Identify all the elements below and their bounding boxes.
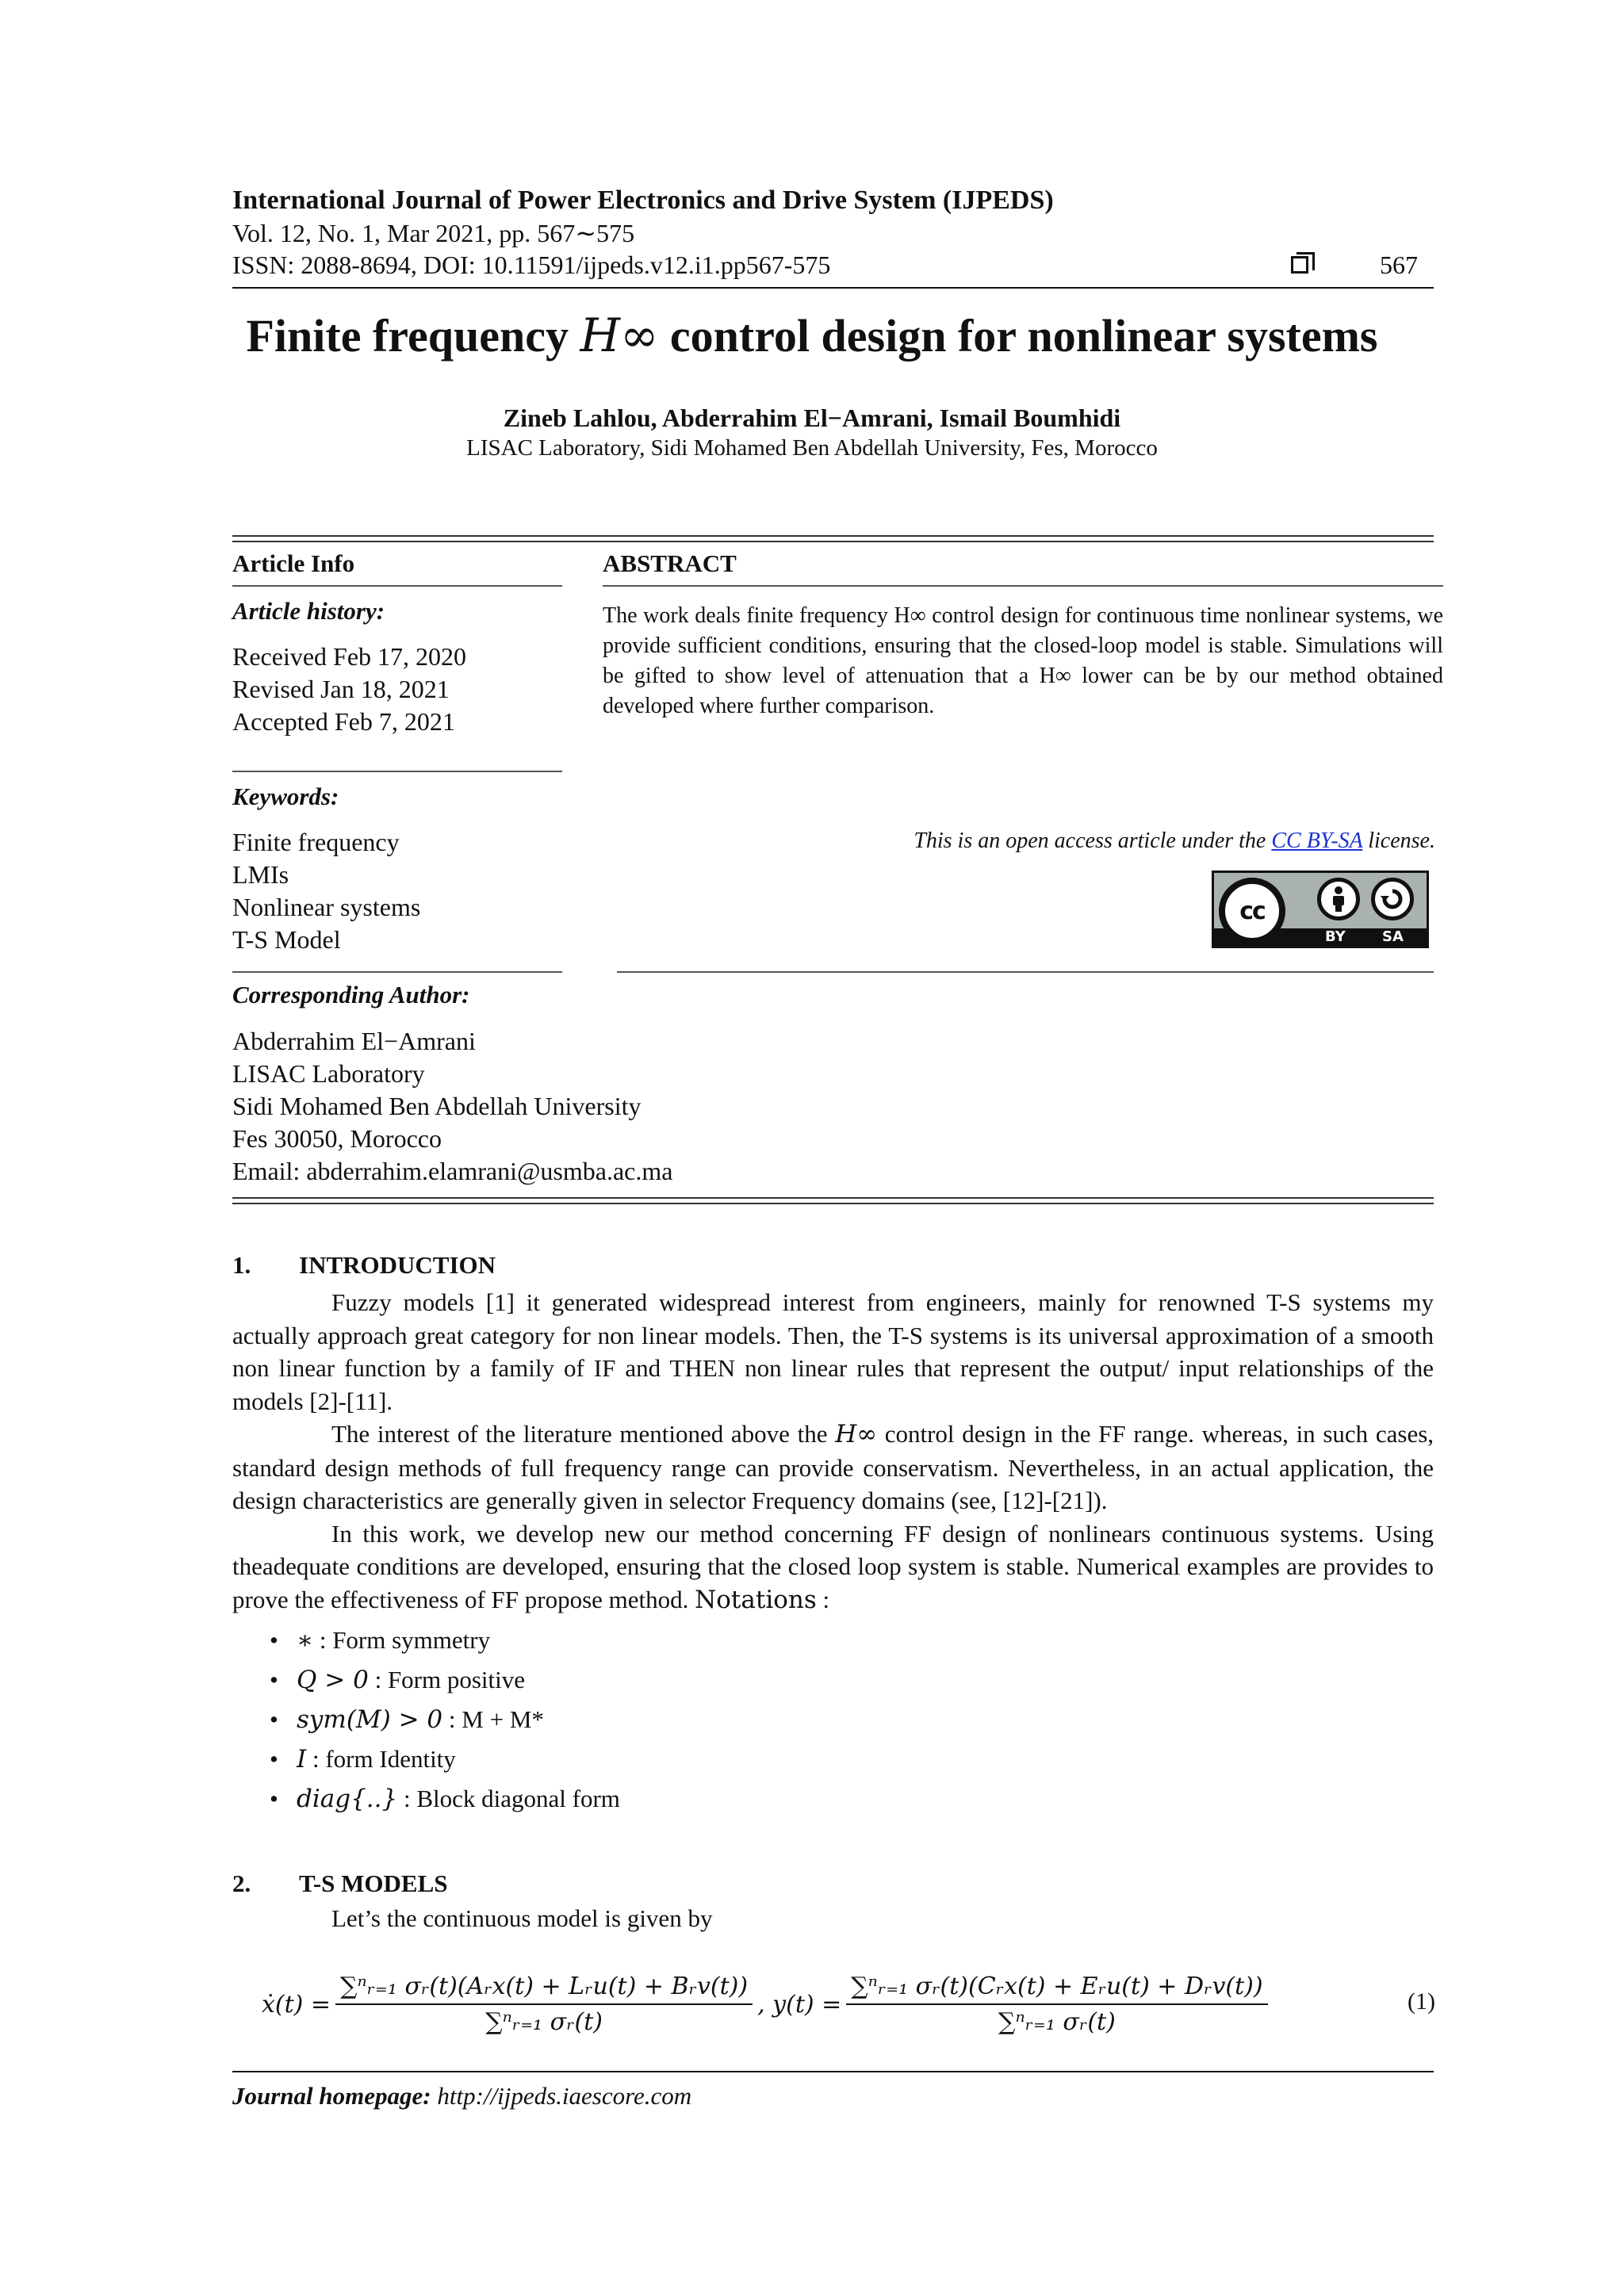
journal-name: International Journal of Power Electronics and Drive System (IJPEDS) (232, 186, 1054, 215)
equation-number: (1) (1408, 1988, 1435, 2015)
history-received: Received Feb 17, 2020 (232, 642, 467, 671)
journal-header (232, 184, 1434, 281)
abstract-text: The work deals finite frequency H∞ control design for continuous time nonlinear systems, we provide sufficient conditions, ensuring that the closed-loop model is stable. Simulations will be gifted to show level of attenuation that a H∞ lower can be by our method obtained developed where further comparison. (603, 603, 1443, 718)
license-rule (617, 971, 1434, 973)
intro-paragraph-1: Fuzzy models [1] it generated widespread interest from engineers, mainly for renowned T-S systems my actually approach great category for non linear models. Then, the T-S systems is its universal approximation of a smooth non linear function by a family of IF and THEN non linear rules that represent the output/ input relationships of the models [2]-[11]. (232, 1288, 1434, 1415)
paper-affiliation: LISAC Laboratory, Sidi Mohamed Ben Abdellah University, Fes, Morocco (466, 435, 1158, 461)
badge-sa-label: SA (1382, 928, 1404, 945)
homepage-url[interactable]: http://ijpeds.iaescore.com (437, 2082, 692, 2110)
section-2-intro: Let’s the continuous model is given by (331, 1904, 713, 1932)
cc-logo-icon: cc (1219, 878, 1285, 944)
author-email: Email: abderrahim.elamrani@usmba.ac.ma (232, 1157, 673, 1185)
cc-by-sa-badge[interactable] (1212, 871, 1429, 948)
history-rule (232, 771, 562, 772)
history-revised: Revised Jan 18, 2021 (232, 675, 450, 703)
equation-1 (262, 1965, 1435, 2044)
badge-by-label: BY (1325, 928, 1346, 945)
title-math-hinf: H∞ (580, 308, 659, 362)
keyword-item: LMIs (232, 860, 289, 889)
list-item: • Q > 0 : Form positive (270, 1660, 620, 1700)
article-info-heading: Article Info (232, 549, 355, 577)
journal-volume: Vol. 12, No. 1, Mar 2021, pp. 567∼575 (232, 219, 635, 247)
header-rule (232, 287, 1434, 289)
article-history-label: Article history: (232, 597, 385, 625)
keywords-label: Keywords: (232, 783, 339, 810)
history-accepted: Accepted Feb 7, 2021 (232, 707, 455, 736)
author-university: Sidi Mohamed Ben Abdellah University (232, 1092, 642, 1120)
section-2-heading: 2. T-S MODELS (232, 1869, 448, 1897)
keyword-item: Finite frequency (232, 828, 400, 856)
intro-paragraph-3: In this work, we develop new our method concerning FF design of nonlinears continuous systems. Using theadequate conditions are developed, ensuring that the closed loop system is stable. Numerical examples are provides to prove the effectiveness of FF propose method. Notations : (232, 1519, 1434, 1614)
abstract-heading: ABSTRACT (603, 549, 737, 577)
keywords-list (232, 826, 420, 956)
journal-homepage (232, 2082, 691, 2110)
author-city: Fes 30050, Morocco (232, 1124, 442, 1153)
notations-label: Notations (695, 1585, 817, 1614)
list-item: • ∗ : Form symmetry (270, 1621, 620, 1660)
intro-body (232, 1286, 1434, 1617)
corresponding-label: Corresponding Author: (232, 981, 470, 1008)
intro-paragraph-2: The interest of the literature mentioned above the H∞ control design in the FF range. whereas, in such cases, standard design methods of full frequency range can provide conservatism. Nevertheless, in an actual application, the design characteristics are generally given in selector Frequency domains (see, [12]-[21]). (232, 1420, 1434, 1514)
journal-issn-doi: ISSN: 2088-8694, DOI: 10.11591/ijpeds.v12.i1.pp567-575 (232, 251, 831, 279)
person-icon (1317, 878, 1360, 920)
author-name: Abderrahim El−Amrani (232, 1027, 476, 1055)
eq-lhs-y: , y(t) = (757, 1990, 842, 2019)
eq-fraction-2: $\frac{\text{∑ⁿᵣ₌₁ σᵣ(t)(Cᵣx(t) + Eᵣu(t) + Dᵣv(t))}}{\text{∑ⁿᵣ₌₁ σᵣ(t)}}$ (846, 1973, 1267, 2036)
notations-list (270, 1621, 620, 1819)
keywords-rule (232, 971, 562, 973)
author-lab: LISAC Laboratory (232, 1059, 425, 1088)
info-top-rule (232, 535, 1434, 542)
section-1-heading: 1. INTRODUCTION (232, 1251, 496, 1279)
share-alike-icon (1371, 878, 1414, 920)
footer-rule (232, 2071, 1434, 2072)
list-item: • diag{..} : Block diagonal form (270, 1779, 620, 1819)
article-info-rule (232, 585, 562, 587)
box-icon (1291, 256, 1308, 274)
info-bottom-rule (232, 1197, 1434, 1204)
keyword-item: T-S Model (232, 925, 341, 954)
abstract-rule (603, 585, 1443, 587)
list-item: • I : form Identity (270, 1739, 620, 1779)
keyword-item: Nonlinear systems (232, 893, 421, 921)
license-link[interactable]: CC BY-SA (1271, 828, 1363, 853)
list-item: • sym(M) > 0 : M + M* (270, 1700, 620, 1739)
license-line: This is an open access article under the CC BY-SA license. (914, 828, 1435, 853)
page-number: 567 (1380, 251, 1418, 279)
eq-lhs-x: ẋ(t) = (262, 1990, 331, 2019)
paper-authors: Zineb Lahlou, Abderrahim El−Amrani, Ismail Boumhidi (503, 404, 1121, 432)
eq-fraction-1: $\frac{\text{∑ⁿᵣ₌₁ σᵣ(t)(Aᵣx(t) + Lᵣu(t) + Bᵣv(t))}}{\text{∑ⁿᵣ₌₁ σᵣ(t)}}$ (335, 1973, 753, 2036)
paper-title: Finite frequency H∞ control design for nonlinear systems (246, 308, 1378, 362)
article-history (232, 641, 466, 738)
corresponding-author (232, 1025, 672, 1188)
homepage-label: Journal homepage: (232, 2082, 431, 2110)
